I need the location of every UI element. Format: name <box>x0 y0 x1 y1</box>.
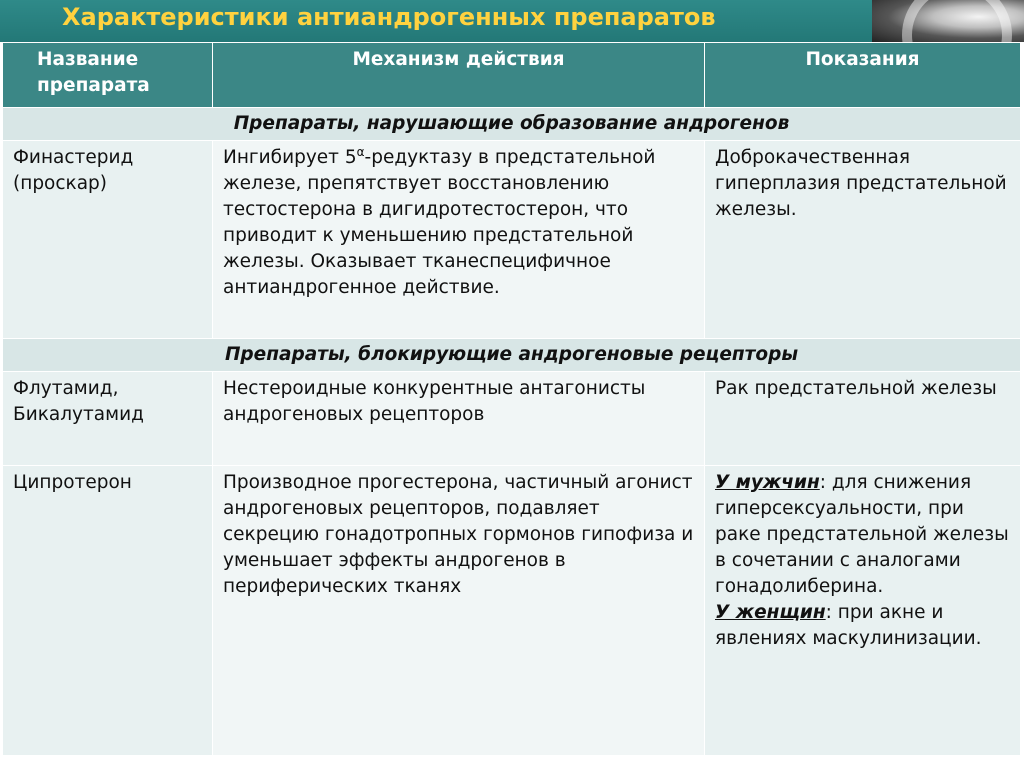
indication-women-text: : при акне и явлениях маскулинизации. <box>715 602 982 649</box>
mechanism-superscript: α <box>356 144 365 159</box>
header-indications: Показания <box>705 43 1021 108</box>
indication-women-label: У женщин <box>715 602 826 623</box>
table-header-row <box>3 43 1021 108</box>
mechanism-text-start: Ингибирует 5 <box>223 147 357 168</box>
header-drug-name: Название препарата <box>3 43 213 108</box>
drug-indication <box>705 466 1021 756</box>
decorative-image <box>872 0 1024 42</box>
drug-mechanism: Нестероидные конкурентные антагонисты андрогеновых рецепторов <box>213 372 705 466</box>
drug-name: Финастерид (проскар) <box>3 141 213 339</box>
drug-indication: Доброкачественная гиперплазия предстательной железы. <box>705 141 1021 339</box>
drug-mechanism <box>213 141 705 339</box>
table-row <box>3 466 1021 756</box>
title-bar <box>0 0 1024 42</box>
section-row <box>3 339 1021 372</box>
indication-men-label: У мужчин <box>715 472 820 493</box>
drug-name: Флутамид, Бикалутамид <box>3 372 213 466</box>
mechanism-text-end: -редуктазу в предстательной железе, препятствует восстановлению тестостерона в дигидротестостерон, что приводит к уменьшению предстательной железы. Оказывает тканеспецифичное антиандрогенное действие. <box>223 147 656 298</box>
section-row <box>3 108 1021 141</box>
drug-mechanism: Производное прогестерона, частичный агонист андрогеновых рецепторов, подавляет секрецию гонадотропных гормонов гипофиза и уменьшает эффекты андрогенов в периферических тканях <box>213 466 705 756</box>
section-heading: Препараты, блокирующие андрогеновые рецепторы <box>3 339 1021 372</box>
drugs-table <box>2 42 1021 756</box>
drug-name: Ципротерон <box>3 466 213 756</box>
table-row <box>3 141 1021 339</box>
page-title: Характеристики антиандрогенных препаратов <box>62 3 716 31</box>
drug-indication: Рак предстательной железы <box>705 372 1021 466</box>
header-mechanism: Механизм действия <box>213 43 705 108</box>
table-row <box>3 372 1021 466</box>
section-heading: Препараты, нарушающие образование андрогенов <box>3 108 1021 141</box>
indication-men-text: : для снижения гиперсексуальности, при раке предстательной железы в сочетании с аналогами гонадолиберина. <box>715 472 1009 597</box>
